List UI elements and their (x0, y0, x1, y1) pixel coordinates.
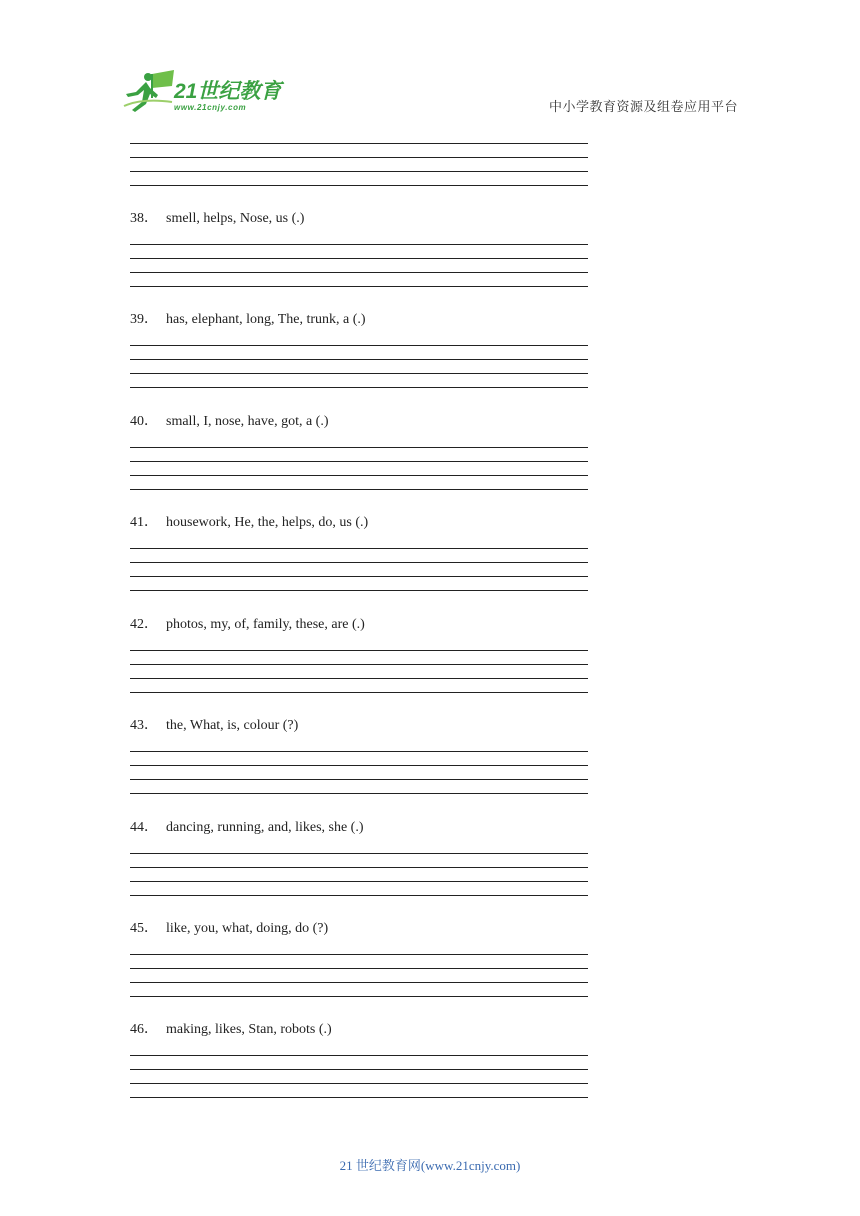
answer-line (130, 185, 588, 186)
question-text: like, you, what, doing, do (?) (166, 921, 329, 936)
answer-line (130, 576, 588, 577)
answer-line (130, 345, 588, 346)
answer-line (130, 996, 588, 997)
question-text: small, I, nose, have, got, a (.) (166, 414, 329, 429)
answer-line (130, 157, 588, 158)
answer-line (130, 373, 588, 374)
answer-line (130, 1055, 588, 1056)
answer-line (130, 447, 588, 448)
answer-line (130, 1083, 588, 1084)
answer-line (130, 286, 588, 287)
answer-line (130, 171, 588, 172)
answer-line (130, 258, 588, 259)
answer-line (130, 548, 588, 549)
answer-line (130, 895, 588, 896)
answer-line (130, 692, 588, 693)
answer-line (130, 272, 588, 273)
logo-wordmark: 21世纪教育 (174, 80, 282, 103)
question-45 (130, 917, 328, 937)
answer-line (130, 664, 588, 665)
answer-line (130, 590, 588, 591)
answer-line (130, 650, 588, 651)
answer-line (130, 387, 588, 388)
question-46 (130, 1018, 332, 1038)
question-44 (130, 816, 364, 836)
question-number: 40． (130, 414, 158, 429)
answer-line (130, 881, 588, 882)
question-number: 45． (130, 921, 158, 936)
question-text: has, elephant, long, The, trunk, a (.) (166, 312, 366, 327)
question-number: 39． (130, 312, 158, 327)
question-40 (130, 410, 329, 430)
question-38 (130, 207, 304, 227)
answer-line (130, 982, 588, 983)
answer-line (130, 954, 588, 955)
question-39 (130, 308, 366, 328)
question-number: 42． (130, 617, 158, 632)
answer-line (130, 867, 588, 868)
answer-line (130, 489, 588, 490)
answer-line (130, 244, 588, 245)
question-43 (130, 714, 298, 734)
question-text: smell, helps, Nose, us (.) (166, 211, 305, 226)
answer-line (130, 968, 588, 969)
answer-line (130, 1069, 588, 1070)
answer-line (130, 779, 588, 780)
answer-line (130, 853, 588, 854)
question-text: making, likes, Stan, robots (.) (166, 1022, 332, 1037)
answer-line (130, 562, 588, 563)
site-tagline: 中小学教育资源及组卷应用平台 (549, 100, 739, 115)
answer-line (130, 751, 588, 752)
logo-url: www.21cnjy.com (174, 103, 247, 112)
answer-line (130, 765, 588, 766)
question-text: housework, He, the, helps, do, us (.) (166, 515, 369, 530)
answer-line (130, 678, 588, 679)
answer-line (130, 793, 588, 794)
question-text: the, What, is, colour (?) (166, 718, 299, 733)
answer-line (130, 359, 588, 360)
runner-logo-icon (122, 68, 292, 114)
answer-line (130, 461, 588, 462)
question-42 (130, 613, 365, 633)
answer-line (130, 475, 588, 476)
site-logo (122, 68, 292, 114)
question-41 (130, 511, 368, 531)
answer-line (130, 143, 588, 144)
question-number: 38． (130, 211, 158, 226)
question-number: 41． (130, 515, 158, 530)
page-footer: 21 世纪教育网(www.21cnjy.com) (339, 1158, 521, 1173)
answer-line (130, 1097, 588, 1098)
question-number: 46． (130, 1022, 158, 1037)
question-number: 43． (130, 718, 158, 733)
question-text: photos, my, of, family, these, are (.) (166, 617, 365, 632)
question-text: dancing, running, and, likes, she (.) (166, 820, 364, 835)
question-number: 44． (130, 820, 158, 835)
